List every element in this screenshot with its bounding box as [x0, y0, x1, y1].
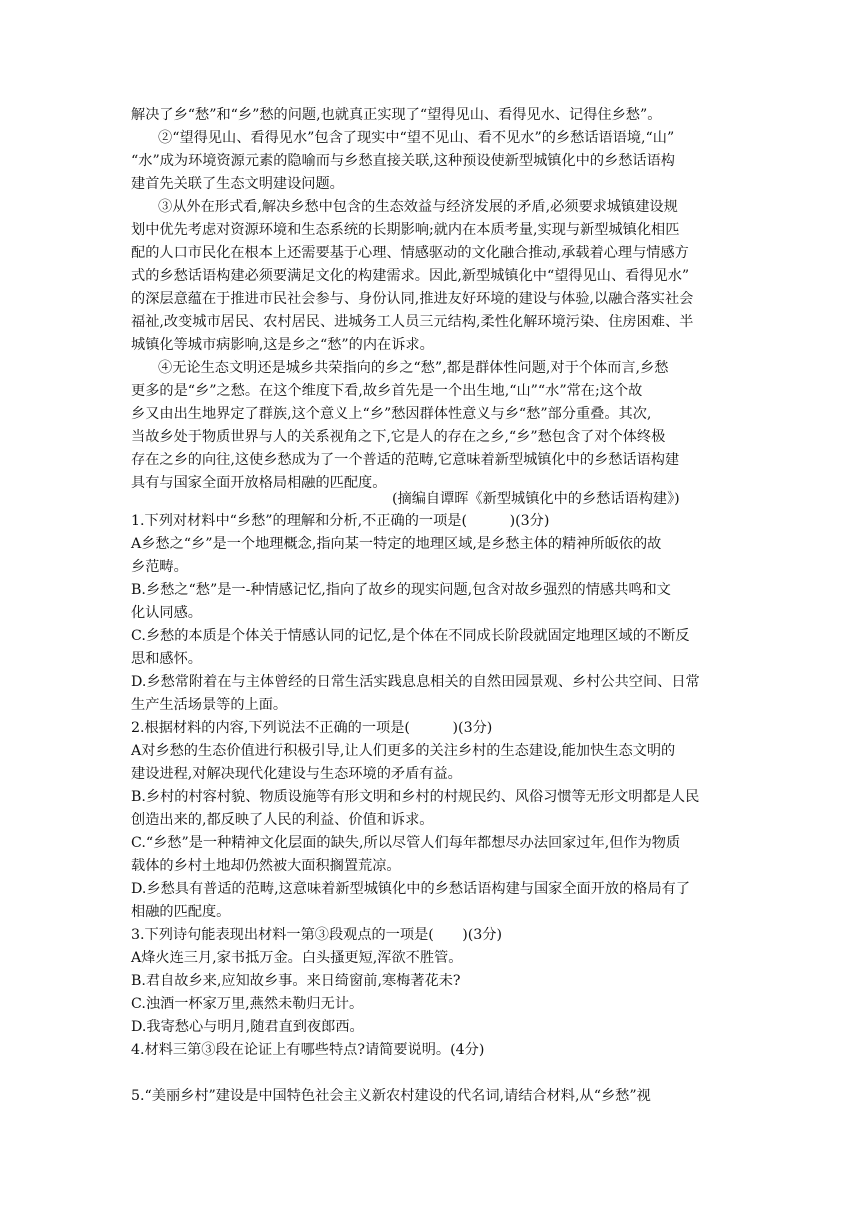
question-4-stem: 4.材料三第③段在论证上有哪些特点?请简要说明。(4分) — [131, 1042, 485, 1058]
question-3-option: D.我寄愁心与明月,随君直到夜郎西。 — [131, 1019, 364, 1035]
paragraph-2-line: ②“望得见山、看得见水”包含了现实中“望不见山、看不见水”的乡愁话语语境,“山” — [158, 130, 675, 146]
paragraph-4-line: 乡又由出生地界定了群族,这个意义上“乡”愁因群体性意义与乡“愁”部分重叠。其次, — [131, 406, 652, 422]
question-1-option: C.乡愁的本质是个体关于情感认同的记忆,是个体在不同成长阶段就固定地理区域的不断反 — [131, 628, 690, 644]
question-1-option: B.乡愁之“愁”是一-种情感记忆,指向了故乡的现实问题,包含对故乡强烈的情感共鸣和文 — [131, 582, 671, 598]
question-2-option: C.“乡愁”是一种精神文化层面的缺失,所以尽管人们每年都想尽办法回家过年,但作为物质 — [131, 835, 681, 851]
paragraph-2-line: 建首先关联了生态文明建设问题。 — [131, 176, 344, 192]
paragraph-4-line: ④无论生态文明还是城乡共荣指向的乡之“愁”,都是群体性问题,对于个体而言,乡愁 — [158, 360, 669, 376]
paragraph-3-line: ③从外在形式看,解决乡愁中包含的生态效益与经济发展的矛盾,必须要求城镇建设规 — [158, 199, 678, 215]
question-5-stem: 5.“美丽乡村”建设是中国特色社会主义新农村建设的代名词,请结合材料,从“乡愁”视 — [131, 1088, 651, 1104]
paragraph-3-line: 式的乡愁话语构建必须要满足文化的构建需求。因此,新型城镇化中“望得见山、看得见水” — [131, 268, 690, 284]
question-2-option: 建设进程,对解决现代化建设与生态环境的矛盾有益。 — [131, 766, 462, 782]
paragraph-4-line: 存在之乡的向往,这使乡愁成为了一个普适的范畴,它意味着新型城镇化中的乡愁话语构建 — [131, 452, 680, 468]
question-3-option: C.浊酒一杯家万里,燕然未勒归无计。 — [131, 996, 364, 1012]
paragraph-3-line: 福祉,改变城市居民、农村居民、进城务工人员三元结构,柔性化解环境污染、住房困难、半 — [131, 314, 694, 330]
question-2-stem: 2.根据材料的内容,下列说法不正确的一项是( )(3分) — [131, 720, 493, 736]
question-2-option: A对乡愁的生态价值进行积极引导,让人们更多的关注乡村的生态建设,能加快生态文明的 — [131, 743, 676, 759]
question-2-option: D.乡愁具有普适的范畴,这意味着新型城镇化中的乡愁话语构建与国家全面开放的格局有了 — [131, 881, 691, 897]
question-1-option: D.乡愁常附着在与主体曾经的日常生活实践息息相关的自然田园景观、乡村公共空间、日常 — [131, 674, 700, 690]
question-1-option: A乡愁之“乡”是一个地理概念,指向某一特定的地理区域,是乡愁主体的精神所皈依的故 — [131, 536, 662, 552]
question-2-option: 相融的匹配度。 — [131, 904, 231, 920]
question-1-stem: 1.下列对材料中“乡愁”的理解和分析,不正确的一项是( )(3分) — [131, 513, 550, 529]
question-1-option: 生产生活场景等的上面。 — [131, 697, 288, 713]
paragraph-3-line: 配的人口市民化在根本上还需要基于心理、情感驱动的文化融合推动,承载着心理与情感方 — [131, 245, 689, 261]
passage-tail-line: 解决了乡“愁”和“乡”愁的问题,也就真正实现了“望得见山、看得见水、记得住乡愁”。 — [131, 107, 662, 123]
question-1-option: 化认同感。 — [131, 605, 202, 621]
paragraph-4-line: 当故乡处于物质世界与人的关系视角之下,它是人的存在之乡,“乡”愁包含了对个体终极 — [131, 429, 666, 445]
paragraph-3-line: 划中优先考虑对资源环境和生态系统的长期影响;就内在本质考量,实现与新型城镇化相匹 — [131, 222, 680, 238]
passage-source: (摘编自谭晖《新型城镇化中的乡愁话语构建》) — [392, 491, 680, 507]
question-2-option: 载体的乡村土地却仍然被大面积搁置荒凉。 — [131, 858, 401, 874]
question-1-option: 思和感怀。 — [131, 651, 202, 667]
question-3-stem: 3.下列诗句能表现出材料一第③段观点的一项是( )(3分) — [131, 927, 503, 943]
question-3-option: B.君自故乡来,应知故乡事。来日绮窗前,寒梅著花未? — [131, 973, 461, 989]
paragraph-3-line: 城镇化等城市病影响,这是乡之“愁”的内在诉求。 — [131, 337, 434, 353]
question-2-option: B.乡村的村容村貌、物质设施等有形文明和乡村的村规民约、风俗习惯等无形文明都是人民 — [131, 789, 700, 805]
paragraph-4-line: 更多的是“乡”之愁。在这个维度下看,故乡首先是一个出生地,“山”“水”常在;这个故 — [131, 383, 643, 399]
paragraph-2-line: “水”成为环境资源元素的隐喻而与乡愁直接关联,这种预设使新型城镇化中的乡愁话语构 — [131, 153, 675, 169]
question-2-option: 创造出来的,都反映了人民的利益、价值和诉求。 — [131, 812, 434, 828]
question-3-option: A烽火连三月,家书抵万金。白头搔更短,浑欲不胜管。 — [131, 950, 463, 966]
paragraph-4-line: 具有与国家全面开放格局相融的匹配度。 — [131, 475, 387, 491]
question-1-option: 乡范畴。 — [131, 559, 188, 575]
paragraph-3-line: 的深层意蕴在于推进市民社会参与、身份认同,推进友好环境的建设与体验,以融合落实社会 — [131, 291, 694, 307]
